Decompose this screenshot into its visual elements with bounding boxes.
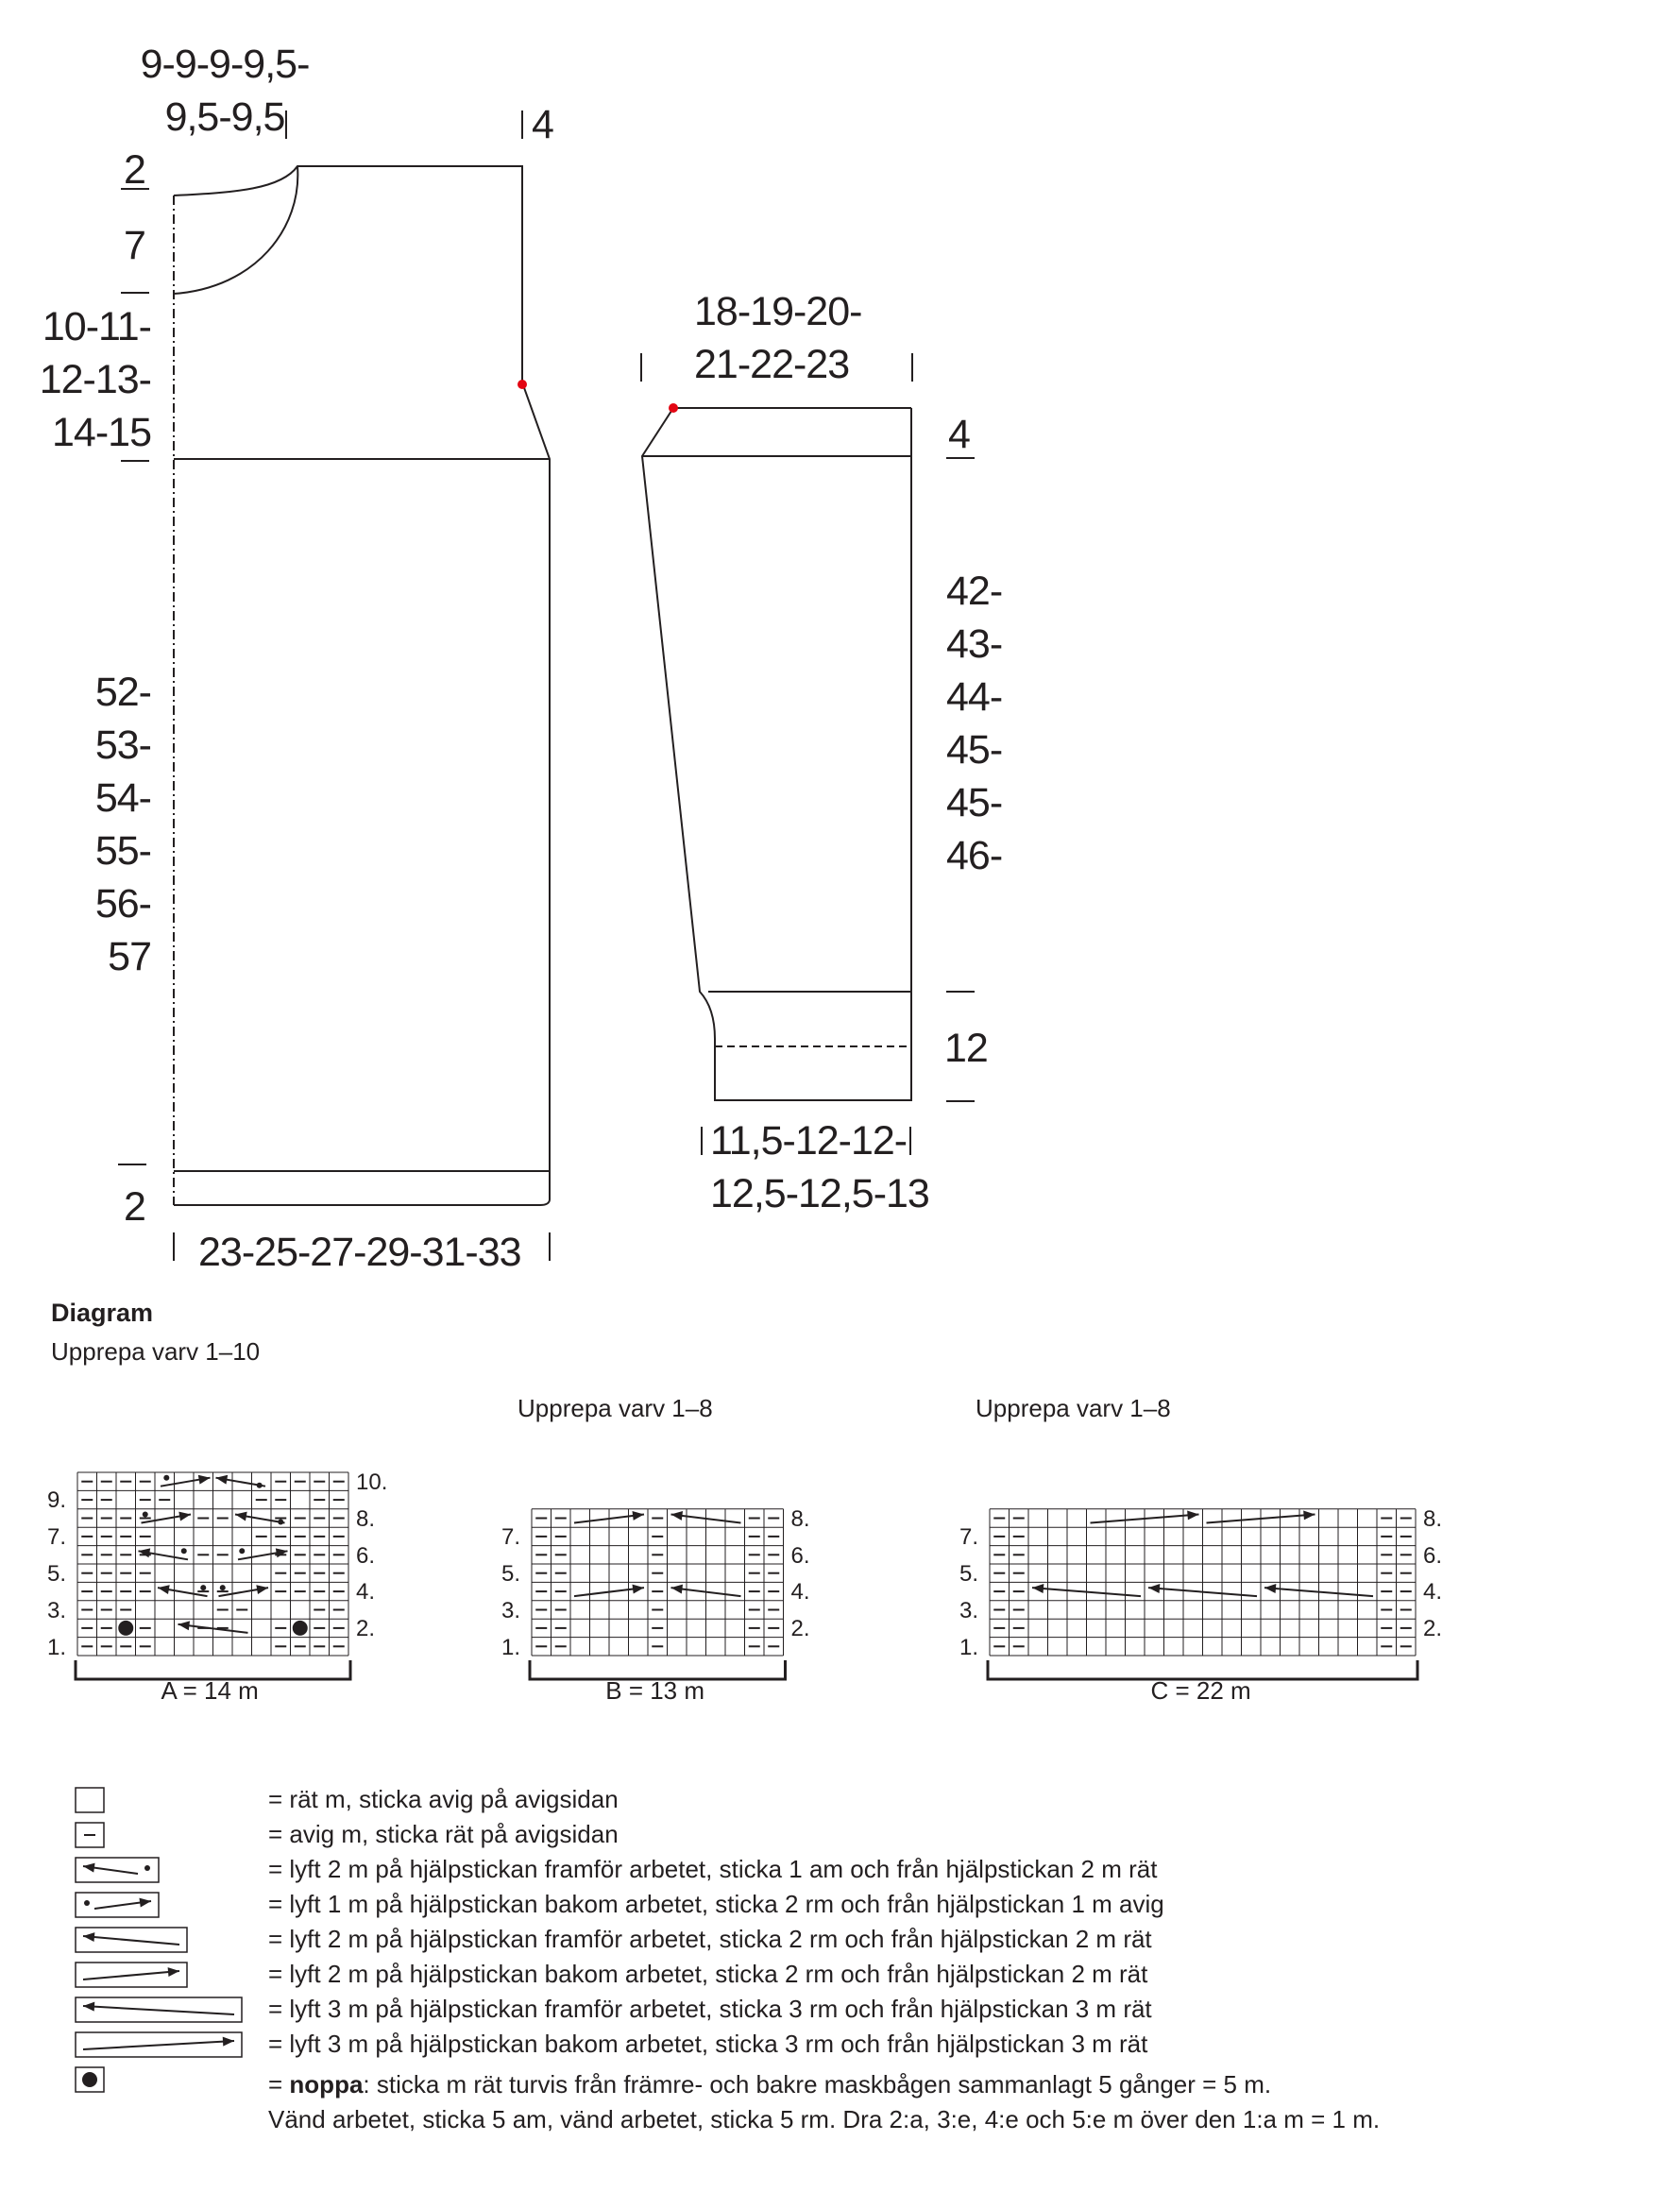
dot-mark — [239, 1548, 245, 1554]
legend-symbol-cable-3-left-dot — [76, 1858, 159, 1882]
row-label-right: 2. — [790, 1616, 810, 1642]
row-label-left: 9. — [47, 1487, 67, 1514]
dot-mark — [220, 1585, 226, 1590]
chart-a — [76, 1472, 350, 1679]
dot-mark — [200, 1585, 206, 1590]
chart-c-width-label: C = 22 m — [1150, 1676, 1251, 1705]
row-label-right: 4. — [790, 1579, 810, 1606]
row-label-right: 10. — [356, 1470, 388, 1495]
bobble-mark — [118, 1621, 133, 1636]
legend-symbol-cable-4-left — [76, 1928, 187, 1952]
dot-mark — [257, 1483, 263, 1488]
row-label-left: 3. — [959, 1597, 979, 1623]
chart-a-width-label: A = 14 m — [161, 1676, 259, 1705]
legend-item-text: = lyft 2 m på hjälpstickan framför arbetet, sticka 2 rm och från hjälpstickan 2 m rät — [268, 1925, 1152, 1953]
body-edge-label: 2 — [124, 1184, 145, 1230]
row-label-right: 8. — [1423, 1505, 1443, 1532]
body-marker-dot — [518, 380, 527, 389]
body-length-label: 52- 53- 54- 55- 56- 57 — [94, 670, 151, 979]
cable-arrowhead — [1303, 1510, 1315, 1520]
legend-item-text: = lyft 3 m på hjälpstickan bakom arbetet, sticka 3 rm och från hjälpstickan 3 m rät — [268, 2030, 1148, 2058]
cable-arrowhead — [198, 1475, 211, 1485]
dot-mark — [181, 1548, 187, 1554]
sleeve-outline — [642, 408, 911, 1100]
cable-arrowhead — [1148, 1584, 1160, 1593]
dot-mark — [84, 1900, 90, 1906]
cable-arrowhead — [671, 1585, 684, 1594]
cable-arrowhead — [671, 1511, 684, 1521]
sleeve-cap-label: 4 — [948, 412, 970, 457]
cable-arrowhead — [178, 1512, 191, 1521]
sleeve-length-label: 42- 43- 44- 45- 45- 46- — [946, 569, 1003, 878]
cable-arrowhead — [139, 1548, 151, 1557]
row-label-right: 4. — [1423, 1579, 1443, 1606]
row-label-left: 3. — [501, 1597, 521, 1623]
sleeve-marker-dot — [669, 403, 678, 413]
cable-arrowhead — [178, 1621, 191, 1630]
row-label-right: 8. — [790, 1505, 810, 1532]
diagram-title: Diagram — [51, 1299, 154, 1327]
dot-mark — [144, 1865, 150, 1871]
row-label-right: 6. — [1423, 1542, 1443, 1569]
legend-symbol-cable-4-right — [76, 1963, 187, 1987]
cable-arrowhead — [276, 1548, 288, 1557]
row-label-left: 7. — [959, 1524, 979, 1551]
legend-symbol-cable-6-right — [76, 2032, 242, 2057]
body-neck-width-label: 9-9-9-9,5- 9,5-9,5 — [140, 42, 310, 140]
sleeve-cuff-width-label: 11,5-12-12- 12,5-12,5-13 — [710, 1118, 929, 1216]
legend-symbol-cable-6-left — [76, 1997, 242, 2022]
body-armhole-label: 10-11- 12-13- 14-15 — [39, 304, 151, 455]
cable-arrowhead — [1187, 1510, 1198, 1520]
cable-arrowhead — [632, 1585, 644, 1594]
legend-symbols — [0, 1776, 283, 2097]
legend-item-text: = lyft 2 m på hjälpstickan bakom arbetet, sticka 2 rm och från hjälpstickan 2 m rät — [268, 1960, 1148, 1988]
chart-b — [530, 1509, 786, 1679]
sleeve-cuff-label: 12 — [944, 1026, 988, 1071]
dot-mark — [143, 1512, 148, 1518]
legend-symbol-cable-3-right-dot — [76, 1893, 159, 1917]
cable-arrowhead — [1264, 1584, 1276, 1593]
row-label-right: 8. — [356, 1505, 376, 1532]
chart-b-width-label: B = 13 m — [605, 1676, 705, 1705]
bobble-mark — [293, 1621, 308, 1636]
row-label-left: 7. — [47, 1524, 67, 1551]
cable-arrowhead — [216, 1475, 229, 1485]
row-label-right: 2. — [356, 1616, 376, 1642]
legend-symbol-knit — [76, 1788, 104, 1812]
legend-bobble-text: = noppa: sticka m rät turvis från främre- och bakre maskbågen sammanlagt 5 gånger = 5 m. Vänd arbetet, sticka 5 am, vänd arbetet, sticka 5 rm. Dra 2:a, 3:e, 4:e och 5:e m över den 1:a m = 1 m. — [268, 2070, 1381, 2133]
cable-arrowhead — [158, 1585, 170, 1594]
sleeve-top-width-label: 18-19-20- 21-22-23 — [694, 289, 862, 387]
cable-arrowhead — [256, 1585, 268, 1594]
row-label-left: 5. — [959, 1561, 979, 1587]
row-label-left: 7. — [501, 1524, 521, 1551]
row-label-right: 6. — [790, 1542, 810, 1569]
chart-c — [988, 1509, 1417, 1679]
chart-a-repeat-label: Upprepa varv 1–10 — [51, 1337, 261, 1366]
body-neck-depth-back-label: 2 — [124, 147, 145, 193]
row-label-right: 4. — [356, 1579, 376, 1606]
dot-mark — [163, 1475, 169, 1481]
dot-mark — [278, 1520, 283, 1525]
chart-c-repeat-label: Upprepa varv 1–8 — [976, 1394, 1171, 1422]
row-label-left: 1. — [47, 1634, 67, 1660]
legend-symbol-bobble — [76, 2067, 104, 2092]
chart-b-repeat-label: Upprepa varv 1–8 — [518, 1394, 713, 1422]
row-label-left: 3. — [47, 1597, 67, 1623]
row-label-right: 2. — [1423, 1616, 1443, 1642]
body-width-label: 23-25-27-29-31-33 — [198, 1230, 521, 1275]
row-label-right: 6. — [356, 1542, 376, 1569]
bobble-mark — [82, 2072, 97, 2087]
legend-item-text: = lyft 2 m på hjälpstickan framför arbetet, sticka 1 am och från hjälpstickan 2 m rät — [268, 1855, 1158, 1883]
cable-arrowhead — [1032, 1584, 1044, 1593]
legend-item-text: = avig m, sticka rät på avigsidan — [268, 1820, 619, 1848]
row-label-left: 1. — [959, 1634, 979, 1660]
legend-item-text: = lyft 1 m på hjälpstickan bakom arbetet, sticka 2 rm och från hjälpstickan 1 m avig — [268, 1890, 1164, 1918]
body-outline — [174, 166, 550, 1205]
legend-symbol-purl — [76, 1823, 104, 1847]
body-neck-curve — [174, 166, 297, 294]
legend-item-text: = lyft 3 m på hjälpstickan framför arbetet, sticka 3 rm och från hjälpstickan 3 m rät — [268, 1995, 1152, 2023]
row-label-left: 5. — [501, 1561, 521, 1587]
cable-arrowhead — [235, 1512, 247, 1521]
body-neck-depth-front-label: 7 — [124, 223, 145, 268]
cable-arrowhead — [632, 1511, 644, 1521]
legend-item-text: = rät m, sticka avig på avigsidan — [268, 1785, 619, 1813]
row-label-left: 5. — [47, 1561, 67, 1587]
row-label-left: 1. — [501, 1634, 521, 1660]
body-shoulder-drop-label: 4 — [532, 102, 553, 147]
